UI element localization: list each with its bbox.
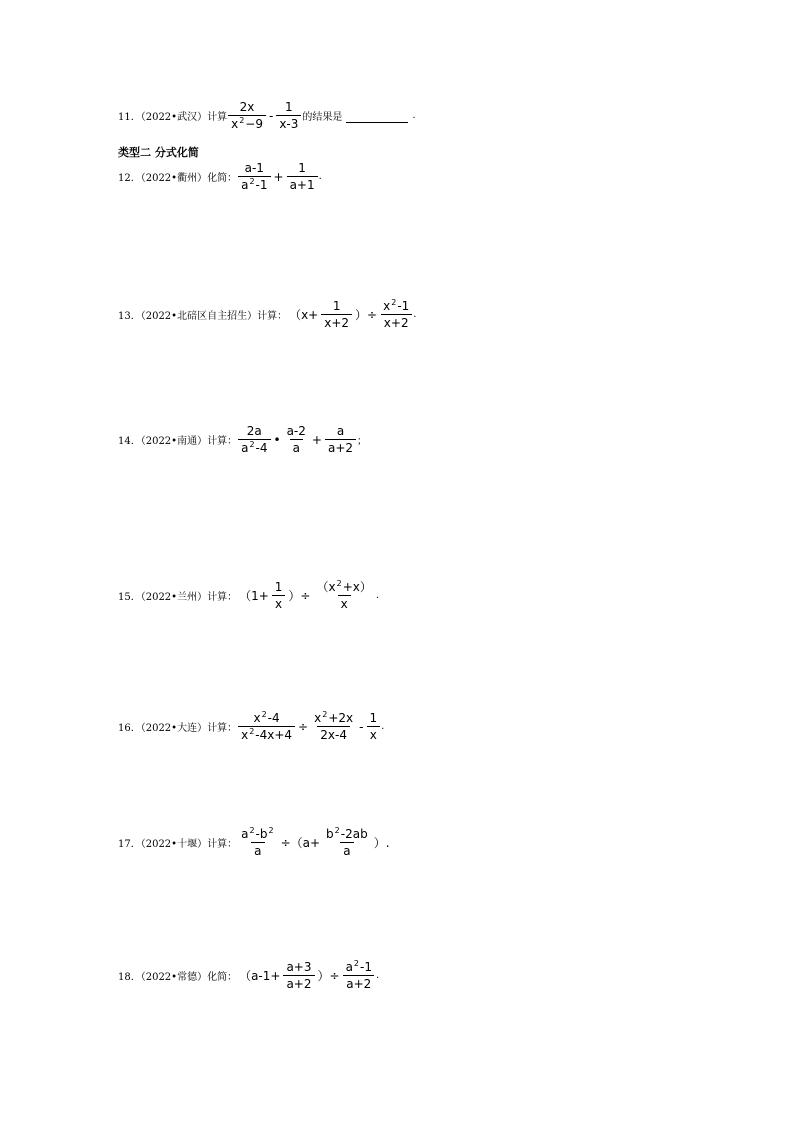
q18-fraction-1: $\frac{a+3}{a+2}$ <box>283 960 314 991</box>
q17-fraction-2: $\frac{b^2-2ab}{a}$ <box>326 826 368 858</box>
q11-fraction-1: $\frac{2x}{x^2-9}$ <box>228 100 266 131</box>
q12-fraction-1: $\frac{a-1}{a^2-1}$ <box>238 161 270 192</box>
q18-fraction-2: $\frac{a^2-1}{a+2}$ <box>343 960 375 991</box>
question-13: 13．（2022•北碚区自主招生）计算： （x+ $\frac{1}{x+2}$ ）÷ $\frac{x^2-1}{x+2}$ . <box>118 298 417 330</box>
q15-fraction-1: $\frac{1}{x}$ <box>272 580 286 611</box>
q14-fraction-3: $\frac{a}{a+2}$ <box>325 424 356 455</box>
question-12: 12．（2022•衢州）化简： $\frac{a-1}{a^2-1}$ + $\frac{1}{a+1}$ . <box>118 161 322 192</box>
answer-blank[interactable] <box>346 121 408 123</box>
q14-label: 14．（2022•南通）计算： <box>118 436 238 447</box>
question-18: 18．（2022•常德）化简： （a-1+ $\frac{a+3}{a+2}$ ）÷ $\frac{a^2-1}{a+2}$ . <box>118 959 380 991</box>
q13-label: 13．（2022•北碚区自主招生）计算： <box>118 311 288 322</box>
question-11: 11．（2022•武汉）计算 $\frac{2x}{x^2-9}$ - $\frac{1}{x-3}$ 的结果是 . <box>118 100 416 131</box>
q17-label: 17．（2022•十堰）计算： <box>118 839 238 850</box>
q15-label: 15．（2022•兰州）计算： <box>118 592 238 603</box>
q14-fraction-2: $\frac{a-2}{a}$ <box>286 424 306 455</box>
question-14: 14．（2022•南通）计算： $\frac{2a}{a^2-4}$ • $\frac{a-2}{a}$ + $\frac{a}{a+2}$ ； <box>118 424 368 455</box>
q13-fraction-2: $\frac{x^2-1}{x+2}$ <box>380 299 412 330</box>
q11-fraction-2: $\frac{1}{x-3}$ <box>276 100 301 131</box>
q12-fraction-2: $\frac{1}{a+1}$ <box>287 161 318 192</box>
q16-fraction-3: $\frac{1}{x}$ <box>366 711 380 742</box>
q13-fraction-1: $\frac{1}{x+2}$ <box>321 299 352 330</box>
q15-fraction-2: $\frac{(x^2+x)}{x}$ <box>316 579 372 611</box>
q18-label: 18．（2022•常德）化简： <box>118 972 238 983</box>
section-title: 类型二 分式化简 <box>118 146 199 159</box>
q16-fraction-1: $\frac{x^2-4}{x^2-4x+4}$ <box>238 711 295 742</box>
q16-label: 16．（2022•大连）计算： <box>118 723 238 734</box>
question-17: 17．（2022•十堰）计算： $\frac{a^2-b^2}{a}$ ÷（a+ $\frac{b^2-2ab}{a}$ ）. <box>118 826 390 858</box>
q11-label: 11．（2022•武汉）计算 <box>118 112 228 123</box>
q16-fraction-2: $\frac{x^2+2x}{2x-4}$ <box>314 710 354 742</box>
question-15: 15．（2022•兰州）计算： （1+ $\frac{1}{x}$ ）÷ $\frac{(x^2+x)}{x}$ . <box>118 579 380 611</box>
q14-fraction-1: $\frac{2a}{a^2-4}$ <box>238 424 270 455</box>
question-16: 16．（2022•大连）计算： $\frac{x^2-4}{x^2-4x+4}$ ÷ $\frac{x^2+2x}{2x-4}$ - $\frac{1}{x}$ . <box>118 710 385 742</box>
q12-label: 12．（2022•衢州）化简： <box>118 173 238 184</box>
q17-fraction-1: $\frac{a^2-b^2}{a}$ <box>241 826 274 858</box>
